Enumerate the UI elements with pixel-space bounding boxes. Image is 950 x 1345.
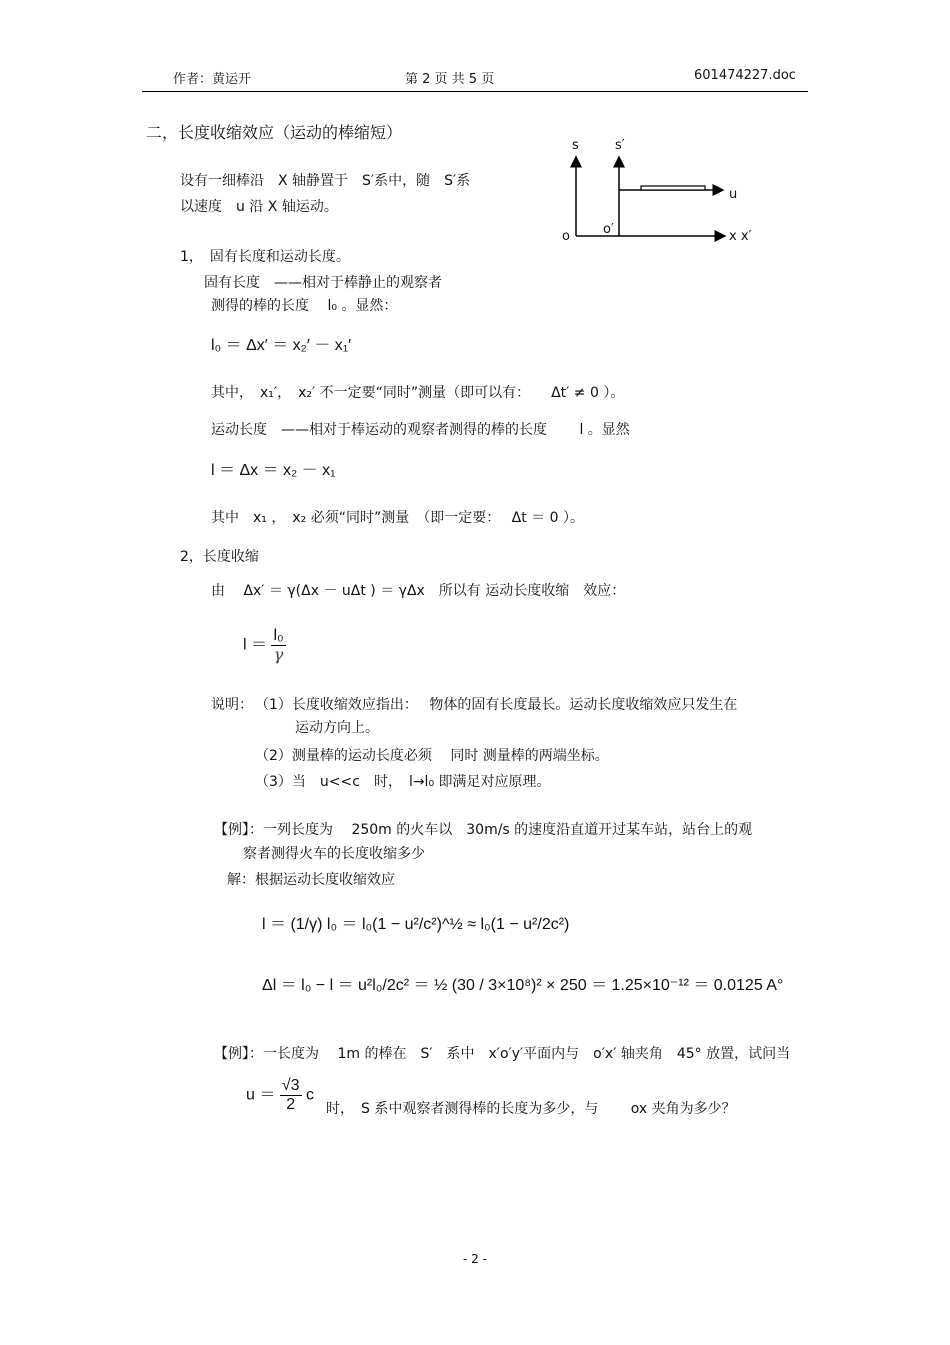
explain-2: （2）测量棒的运动长度必须 同时 测量棒的两端坐标。 (255, 748, 609, 764)
label-u: u (729, 187, 738, 202)
label-s: s (572, 138, 579, 153)
intro-line-2: 以速度 u 沿 X 轴运动。 (180, 199, 338, 215)
item1-heading: 1， 固有长度和运动长度。 (180, 249, 350, 265)
equation-proper-length: l₀ ＝ Δx′ ＝ x₂′ － x₁′ (211, 337, 352, 354)
label-o-prime: o′ (603, 222, 614, 237)
header-rule (142, 91, 808, 92)
section-title: 二，长度收缩效应（运动的棒缩短） (146, 123, 403, 142)
example1-line-1: 【例】：一列长度为 250m 的火车以 30m/s 的速度沿直道开过某车站，站台上的观 (214, 822, 753, 838)
moving-length-note: 其中 x₁ ， x₂ 必须“同时”测量 （即一定要： Δt ＝ 0 ）。 (211, 510, 584, 526)
explain-1a: （1）长度收缩效应指出： 物体的固有长度最长。运动长度收缩效应只发生在 (255, 697, 738, 713)
moving-length-definition: 运动长度 ——相对于棒运动的观察者测得的棒的长度 l 。显然 (211, 422, 630, 438)
explain-1b: 运动方向上。 (295, 720, 379, 736)
rod (641, 186, 705, 190)
header-author: 作者：黄运开 (173, 72, 252, 87)
proper-length-definition-2: 测得的棒的长度 l₀ 。显然： (211, 298, 398, 314)
velocity-fraction (280, 1077, 302, 1113)
proper-length-note: 其中， x₁′， x₂′ 不一定要“同时”测量（即可以有： Δt′ ≠ 0 ）。 (211, 385, 625, 401)
velocity-numerator: √3 (281, 1077, 300, 1094)
label-x: x x′ (729, 229, 752, 244)
explain-3: （3）当 u<<c 时， l→l₀ 即满足对应原理。 (255, 774, 551, 790)
equation-moving-length: l ＝ Δx ＝ x₂ － x₁ (211, 462, 336, 479)
example2-velocity-equation (246, 1077, 314, 1113)
example1-line-2: 察者测得火车的长度收缩多少 (243, 846, 425, 862)
label-o: o (562, 229, 570, 244)
contraction-derivation: 由 Δx′ ＝ γ(Δx － uΔt ) ＝ γΔx 所以有 运动长度收缩 效应： (211, 583, 626, 599)
example1-equation-b: Δl ＝ l₀ − l ＝ u²l₀/2c² ＝ ½ (30 / 3×10⁸)² × 250 ＝ 1.25×10⁻¹² ＝ 0.0125 A° (262, 977, 784, 994)
item2-heading: 2，长度收缩 (180, 549, 259, 565)
equation-contraction-denominator: γ (273, 644, 284, 664)
header-page-number: 第 2 页 共 5 页 (405, 72, 495, 87)
proper-length-definition: 固有长度 ——相对于棒静止的观察者 (204, 275, 442, 291)
example1-solution: 解：根据运动长度收缩效应 (227, 872, 395, 888)
page-footer: - 2 - (463, 1252, 487, 1266)
example2-line-1: 【例】：一长度为 1m 的棒在 S′ 系中 x′o′y′平面内与 o′x′ 轴夹角 45° 放置，试问当 (214, 1046, 791, 1062)
header-filename: 601474227.doc (694, 68, 796, 83)
equation-contraction-lhs: l ＝ (243, 636, 268, 654)
equation-contraction-numerator: l₀ (273, 627, 284, 644)
explain-label: 说明： (211, 697, 253, 713)
example2-line-2: 时， S 系中观察者测得棒的长度为多少，与 ox 夹角为多少？ (326, 1101, 736, 1117)
intro-line-1: 设有一细棒沿 X 轴静置于 S′系中，随 S′系 (180, 173, 471, 189)
example1-equation-a: l ＝ (1/γ) l₀ ＝ l₀(1 − u²/c²)^½ ≈ l₀(1 − u²/2c²) (262, 916, 570, 933)
velocity-lhs: u ＝ (246, 1086, 276, 1104)
velocity-c: c (305, 1086, 314, 1104)
equation-contraction (243, 627, 286, 663)
velocity-denominator: 2 (286, 1095, 296, 1113)
label-s-prime: s′ (615, 138, 625, 153)
equation-contraction-fraction (271, 627, 285, 663)
